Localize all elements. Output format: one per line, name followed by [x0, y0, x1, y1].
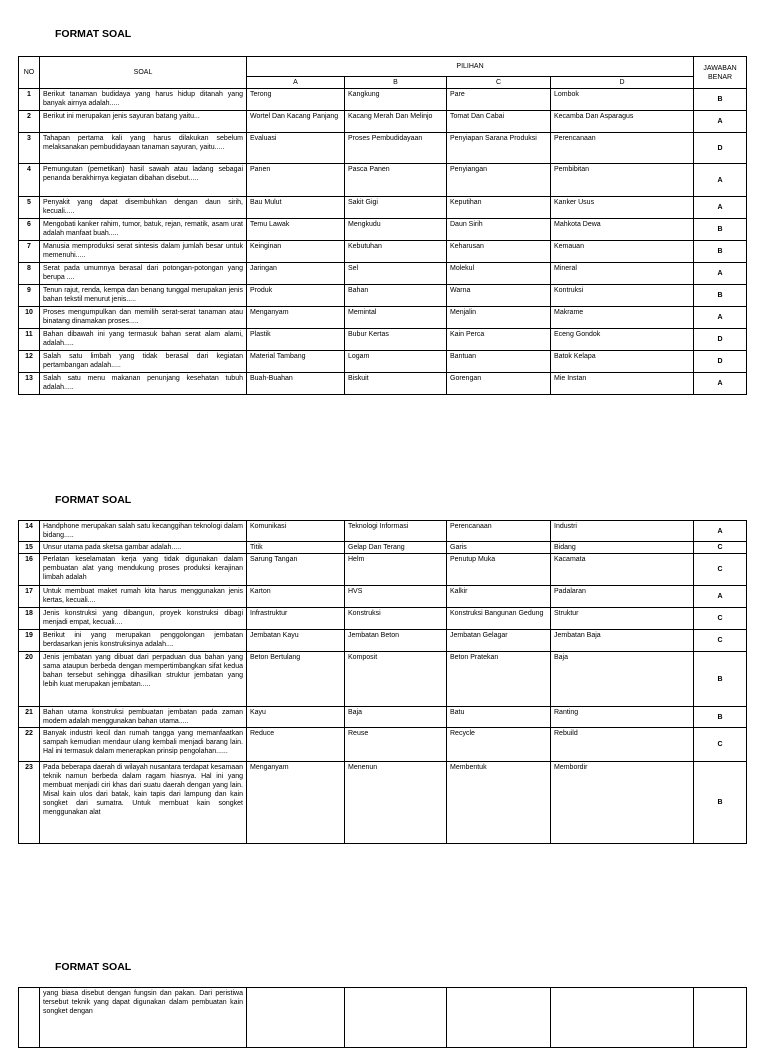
- option-a: Beton Bertulang: [247, 652, 345, 707]
- question-text: Mengobati kanker rahim, tumor, batuk, rejan, rematik, asam urat adalah manfaat buah.....: [40, 219, 247, 241]
- option-c: Menjalin: [447, 307, 551, 329]
- option-c: Keputihan: [447, 197, 551, 219]
- correct-answer: C: [694, 608, 747, 630]
- option-d: Kanker Usus: [551, 197, 694, 219]
- option-d: Mineral: [551, 263, 694, 285]
- option-a: Evaluasi: [247, 133, 345, 164]
- question-row: [19, 988, 747, 1048]
- option-a: Keinginan: [247, 241, 345, 263]
- question-number: 2: [19, 111, 40, 133]
- option-d: Mie Instan: [551, 373, 694, 395]
- question-row: [19, 630, 747, 652]
- option-c: Penyiapan Sarana Produksi: [447, 133, 551, 164]
- question-text: Jenis konstruksi yang dibangun, proyek konstruksi dibagi menjadi empat, kecuali....: [40, 608, 247, 630]
- question-text: yang biasa disebut dengan fungsin dan pakan. Dari peristiwa tersebut teknik yang dapat digunakan dalam pembuatan kain songket dengan: [40, 988, 247, 1048]
- question-number: 19: [19, 630, 40, 652]
- question-text: Serat pada umumnya berasal dari potongan-potongan yang berupa ....: [40, 263, 247, 285]
- option-b: Pasca Panen: [345, 164, 447, 197]
- option-b: Teknologi Informasi: [345, 521, 447, 542]
- option-a: [247, 988, 345, 1048]
- question-row: [19, 554, 747, 586]
- option-c: [447, 988, 551, 1048]
- option-a: Jaringan: [247, 263, 345, 285]
- correct-answer: A: [694, 111, 747, 133]
- question-number: 18: [19, 608, 40, 630]
- header-jawaban: JAWABAN BENAR: [694, 57, 747, 89]
- option-a: Plastik: [247, 329, 345, 351]
- question-text: Bahan dibawah ini yang termasuk bahan serat alam alami, adalah.....: [40, 329, 247, 351]
- question-table-3: [18, 987, 747, 1048]
- question-number: 3: [19, 133, 40, 164]
- header-d: D: [551, 77, 694, 89]
- question-row: [19, 608, 747, 630]
- option-c: Beton Pratekan: [447, 652, 551, 707]
- option-c: Kain Perca: [447, 329, 551, 351]
- option-d: Bidang: [551, 542, 694, 554]
- option-b: Baja: [345, 707, 447, 728]
- option-c: Bantuan: [447, 351, 551, 373]
- option-d: Makrame: [551, 307, 694, 329]
- option-b: Kacang Merah Dan Melinjo: [345, 111, 447, 133]
- option-b: Sakit Gigi: [345, 197, 447, 219]
- option-d: Kacamata: [551, 554, 694, 586]
- correct-answer: A: [694, 197, 747, 219]
- option-d: [551, 988, 694, 1048]
- option-c: Warna: [447, 285, 551, 307]
- correct-answer: C: [694, 554, 747, 586]
- question-text: Manusia memproduksi serat sintesis dalam jumlah besar untuk memenuhi.....: [40, 241, 247, 263]
- question-row: [19, 241, 747, 263]
- option-b: Memintal: [345, 307, 447, 329]
- option-c: Keharusan: [447, 241, 551, 263]
- question-number: 15: [19, 542, 40, 554]
- correct-answer: B: [694, 89, 747, 111]
- question-table-1: [18, 56, 747, 395]
- option-c: Perencanaan: [447, 521, 551, 542]
- question-row: [19, 728, 747, 762]
- option-d: Batok Kelapa: [551, 351, 694, 373]
- option-c: Pare: [447, 89, 551, 111]
- option-b: HVS: [345, 586, 447, 608]
- option-a: Wortel Dan Kacang Panjang: [247, 111, 345, 133]
- option-b: Bubur Kertas: [345, 329, 447, 351]
- option-a: Karton: [247, 586, 345, 608]
- page-title-1: FORMAT SOAL: [55, 28, 132, 40]
- option-c: Jembatan Gelagar: [447, 630, 551, 652]
- correct-answer: B: [694, 285, 747, 307]
- correct-answer: A: [694, 307, 747, 329]
- option-a: Sarung Tangan: [247, 554, 345, 586]
- question-number: 8: [19, 263, 40, 285]
- question-row: [19, 762, 747, 844]
- question-number: 1: [19, 89, 40, 111]
- option-a: Buah-Buahan: [247, 373, 345, 395]
- option-a: Material Tambang: [247, 351, 345, 373]
- correct-answer: C: [694, 728, 747, 762]
- question-row: [19, 164, 747, 197]
- question-number: 5: [19, 197, 40, 219]
- option-a: Produk: [247, 285, 345, 307]
- option-b: Kebutuhan: [345, 241, 447, 263]
- option-b: Helm: [345, 554, 447, 586]
- question-row: [19, 652, 747, 707]
- page-title-3: FORMAT SOAL: [55, 961, 132, 973]
- question-row: [19, 111, 747, 133]
- correct-answer: B: [694, 652, 747, 707]
- question-number: 16: [19, 554, 40, 586]
- correct-answer: C: [694, 630, 747, 652]
- question-number: 22: [19, 728, 40, 762]
- question-number: 13: [19, 373, 40, 395]
- option-a: Terong: [247, 89, 345, 111]
- option-a: Menganyam: [247, 762, 345, 844]
- option-a: Menganyam: [247, 307, 345, 329]
- question-table-2: [18, 520, 747, 844]
- option-b: Biskuit: [345, 373, 447, 395]
- question-text: Tahapan pertama kali yang harus dilakukan sebelum melaksanakan pembudidayaan tanaman sayuran, yaitu.....: [40, 133, 247, 164]
- option-d: Rebuild: [551, 728, 694, 762]
- question-text: Penyakit yang dapat disembuhkan dengan daun sirih, kecuali.....: [40, 197, 247, 219]
- question-text: Berikut ini merupakan jenis sayuran batang yaitu...: [40, 111, 247, 133]
- question-text: Jenis jembatan yang dibuat dari perpaduan dua bahan yang sama ataupun berbeda dengan mempertimbangkan sifat kedua bahan tersebut sehingga dihasilkan struktur jembatan yang lebih kuat merupakan jembatan.....: [40, 652, 247, 707]
- correct-answer: D: [694, 133, 747, 164]
- option-b: [345, 988, 447, 1048]
- correct-answer: A: [694, 521, 747, 542]
- option-b: Komposit: [345, 652, 447, 707]
- correct-answer: B: [694, 219, 747, 241]
- question-text: Banyak industri kecil dan rumah tangga yang memanfaatkan sampah kemudian mendaur ulang kembali menjadi barang lain. Hal ini termasuk dalam menerapkan prinsip pengolahan......: [40, 728, 247, 762]
- question-row: [19, 329, 747, 351]
- page-title-2: FORMAT SOAL: [55, 494, 132, 506]
- option-b: Menenun: [345, 762, 447, 844]
- option-d: Lombok: [551, 89, 694, 111]
- correct-answer: A: [694, 263, 747, 285]
- correct-answer: A: [694, 373, 747, 395]
- question-text: Berikut ini yang merupakan penggolongan jembatan berdasarkan jenis konstruksinya adalah....: [40, 630, 247, 652]
- option-a: Komunikasi: [247, 521, 345, 542]
- option-c: Gorengan: [447, 373, 551, 395]
- question-number: 9: [19, 285, 40, 307]
- option-a: Titik: [247, 542, 345, 554]
- question-row: [19, 542, 747, 554]
- question-row: [19, 219, 747, 241]
- question-row: [19, 586, 747, 608]
- question-row: [19, 197, 747, 219]
- header-b: B: [345, 77, 447, 89]
- question-text: Pada beberapa daerah di wilayah nusantara terdapat kesamaan teknik namun berbeda dalam ragam hiasnya. Hal ini yang membuat menjadi ciri khas dari suatu daerah dengan yang lain. Misal kain ulos dari batak, kain tapis dari lampung dan kain songket dari sumatra. Untuk membuat kain songket menggunakan alat: [40, 762, 247, 844]
- option-c: Garis: [447, 542, 551, 554]
- option-d: Eceng Gondok: [551, 329, 694, 351]
- option-a: Panen: [247, 164, 345, 197]
- option-b: Logam: [345, 351, 447, 373]
- question-number: 7: [19, 241, 40, 263]
- option-d: Industri: [551, 521, 694, 542]
- header-no: NO: [19, 57, 40, 89]
- question-row: [19, 263, 747, 285]
- option-b: Bahan: [345, 285, 447, 307]
- option-d: Ranting: [551, 707, 694, 728]
- option-b: Sel: [345, 263, 447, 285]
- question-text: Tenun rajut, renda, kempa dan benang tunggal merupakan jenis bahan tekstil menurut jenis.....: [40, 285, 247, 307]
- option-d: Baja: [551, 652, 694, 707]
- question-number: 21: [19, 707, 40, 728]
- correct-answer: C: [694, 542, 747, 554]
- option-c: Kalkir: [447, 586, 551, 608]
- option-b: Gelap Dan Terang: [345, 542, 447, 554]
- question-text: Perlatan keselamatan kerja yang tidak digunakan dalam pembuatan alat yang mendukung proses produksi kerajinan limbah adalah: [40, 554, 247, 586]
- question-number: 14: [19, 521, 40, 542]
- header-pilihan: PILIHAN: [247, 57, 694, 77]
- option-a: Temu Lawak: [247, 219, 345, 241]
- option-b: Jembatan Beton: [345, 630, 447, 652]
- question-text: Handphone merupakan salah satu kecanggihan teknologi dalam bidang.....: [40, 521, 247, 542]
- question-text: Salah satu limbah yang tidak berasal dari kegiatan pertambangan adalah.....: [40, 351, 247, 373]
- correct-answer: B: [694, 241, 747, 263]
- question-row: [19, 133, 747, 164]
- correct-answer: D: [694, 329, 747, 351]
- option-d: Kemauan: [551, 241, 694, 263]
- option-d: Mahkota Dewa: [551, 219, 694, 241]
- question-row: [19, 351, 747, 373]
- option-b: Mengkudu: [345, 219, 447, 241]
- question-text: Salah satu menu makanan penunjang kesehatan tubuh adalah.....: [40, 373, 247, 395]
- question-number: 12: [19, 351, 40, 373]
- question-row: [19, 521, 747, 542]
- question-row: [19, 285, 747, 307]
- question-text: Pemungutan (pemetikan) hasil sawah atau ladang sebagai penanda berakhirnya kegiatan dibahan disebut.....: [40, 164, 247, 197]
- option-a: Jembatan Kayu: [247, 630, 345, 652]
- option-d: Struktur: [551, 608, 694, 630]
- header-soal: SOAL: [40, 57, 247, 89]
- correct-answer: B: [694, 762, 747, 844]
- option-c: Molekul: [447, 263, 551, 285]
- question-row: [19, 373, 747, 395]
- option-c: Tomat Dan Cabai: [447, 111, 551, 133]
- question-text: Untuk membuat maket rumah kita harus menggunakan jenis kertas, kecuali....: [40, 586, 247, 608]
- option-a: Bau Mulut: [247, 197, 345, 219]
- question-number: [19, 988, 40, 1048]
- correct-answer: B: [694, 707, 747, 728]
- option-d: Membordir: [551, 762, 694, 844]
- question-row: [19, 707, 747, 728]
- question-row: [19, 89, 747, 111]
- option-d: Kecamba Dan Asparagus: [551, 111, 694, 133]
- question-text: Berikut tanaman budidaya yang harus hidup ditanah yang banyak airnya adalah.....: [40, 89, 247, 111]
- question-number: 4: [19, 164, 40, 197]
- question-number: 11: [19, 329, 40, 351]
- option-d: Jembatan Baja: [551, 630, 694, 652]
- option-c: Konstruksi Bangunan Gedung: [447, 608, 551, 630]
- option-d: Kontruksi: [551, 285, 694, 307]
- option-c: Penyiangan: [447, 164, 551, 197]
- header-a: A: [247, 77, 345, 89]
- question-number: 23: [19, 762, 40, 844]
- option-d: Perencanaan: [551, 133, 694, 164]
- question-number: 6: [19, 219, 40, 241]
- option-b: Reuse: [345, 728, 447, 762]
- option-b: Konstruksi: [345, 608, 447, 630]
- option-a: Reduce: [247, 728, 345, 762]
- option-b: Proses Pembudidayaan: [345, 133, 447, 164]
- option-d: Padalaran: [551, 586, 694, 608]
- correct-answer: A: [694, 586, 747, 608]
- correct-answer: D: [694, 351, 747, 373]
- option-c: Recycle: [447, 728, 551, 762]
- question-text: Bahan utama konstruksi pembuatan jembatan pada zaman modern adalah menggunakan bahan utama.....: [40, 707, 247, 728]
- question-number: 20: [19, 652, 40, 707]
- question-number: 17: [19, 586, 40, 608]
- option-d: Pembibitan: [551, 164, 694, 197]
- correct-answer: [694, 988, 747, 1048]
- option-c: Penutup Muka: [447, 554, 551, 586]
- option-c: Membentuk: [447, 762, 551, 844]
- header-c: C: [447, 77, 551, 89]
- question-number: 10: [19, 307, 40, 329]
- option-c: Batu: [447, 707, 551, 728]
- question-text: Proses mengumpulkan dan memilih serat-serat tanaman atau binatang dinamakan proses.....: [40, 307, 247, 329]
- question-row: [19, 307, 747, 329]
- option-a: Infrastruktur: [247, 608, 345, 630]
- question-text: Unsur utama pada sketsa gambar adalah.....: [40, 542, 247, 554]
- option-b: Kangkung: [345, 89, 447, 111]
- correct-answer: A: [694, 164, 747, 197]
- option-c: Daun Sirih: [447, 219, 551, 241]
- option-a: Kayu: [247, 707, 345, 728]
